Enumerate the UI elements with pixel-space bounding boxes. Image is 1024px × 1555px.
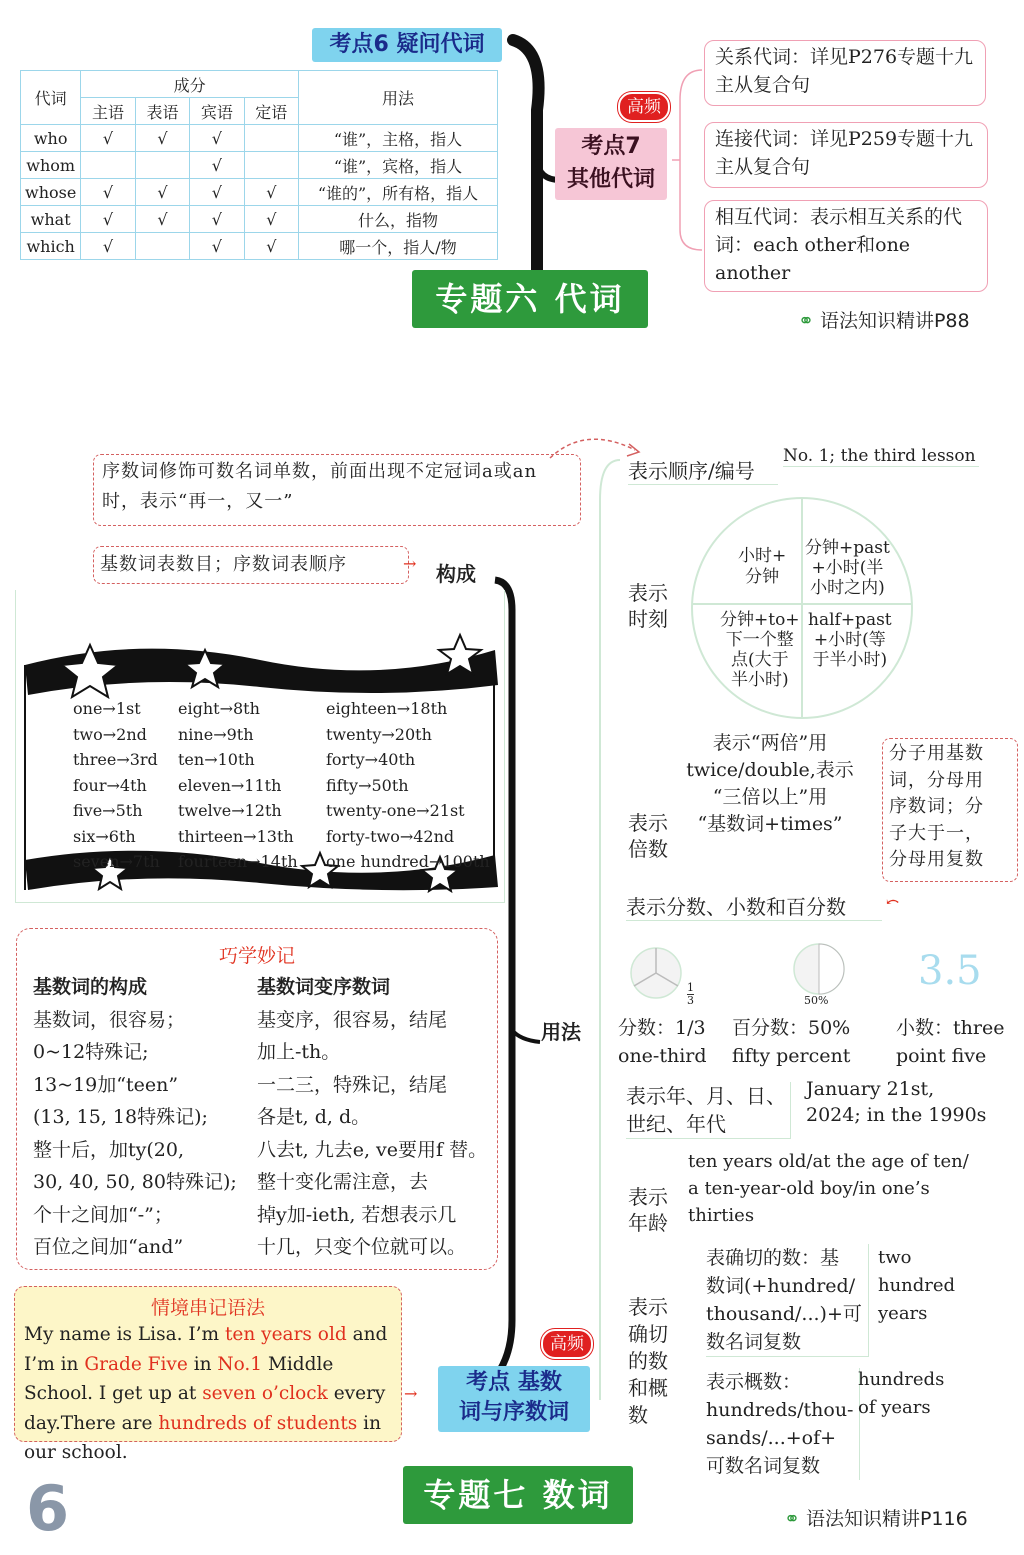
header-usage: 用法	[299, 71, 498, 125]
percent-caption: 50%	[804, 994, 829, 1007]
story-part: Middle School. I get up at	[24, 1353, 334, 1404]
mnemonic-line: 30, 40, 50, 80特殊记);	[33, 1171, 237, 1193]
percent-example	[732, 1014, 850, 1070]
mnemonic-right	[257, 971, 487, 1264]
ordinal-item: twenty-one→21st	[326, 801, 465, 820]
ordinal-item: forty→40th	[326, 750, 416, 769]
exact-label-line: 的数	[628, 1349, 668, 1373]
story-title: 情境串记语法	[150, 1297, 265, 1319]
fraction-note-line: 序数词；分	[889, 796, 984, 817]
story-highlight: No.1	[217, 1353, 263, 1375]
exact-number-label	[628, 1294, 668, 1429]
ordinal-item: fourteen→14th	[178, 852, 298, 871]
fraction-note-line: 分母用复数	[889, 849, 984, 870]
mnemonic-line: (13, 15, 18特殊记);	[33, 1106, 208, 1128]
mnemonic-title: 巧学妙记	[218, 945, 295, 967]
times-text	[686, 730, 854, 838]
cell-check: √	[244, 233, 298, 260]
point6-label: 考点6 疑问代词	[312, 28, 502, 62]
cell-check: √	[190, 206, 244, 233]
time-q1-line: 分钟	[745, 567, 780, 587]
example-line: point five	[896, 1045, 987, 1067]
mnemonic-line: 一二三，特殊记，结尾	[257, 1073, 448, 1096]
ordinal-item: three→3rd	[73, 750, 158, 769]
point-line: 词与序数词	[458, 1400, 569, 1425]
mnemonic-line: 整十后，加ty(20,	[33, 1138, 184, 1161]
point-cardinal-ordinal-label	[438, 1366, 590, 1432]
times-label	[628, 810, 668, 862]
time-q2-line: 小时之内)	[810, 578, 885, 598]
cell-check: √	[244, 206, 298, 233]
exact-number-example	[878, 1244, 955, 1328]
ordinal-item: one hundred→100th	[326, 852, 490, 871]
exact-example-line: two	[878, 1247, 912, 1268]
ordinal-note-text: 序数词修饰可数名词单数，前面出现不定冠词a或an时，表示“再一，又一”	[102, 461, 538, 512]
high-frequency-badge: 高频	[618, 92, 670, 122]
cell-check: √	[190, 179, 244, 206]
time-q3-line: 下一个整	[725, 630, 794, 650]
reference-text: 语法知识精讲P88	[819, 310, 970, 332]
date-label-line: 世纪、年代	[626, 1112, 726, 1136]
story-part: My name is Lisa. I’m	[24, 1324, 225, 1345]
sub-header: 表语	[135, 98, 189, 125]
story-part: and I’m in	[24, 1324, 388, 1375]
cell-word: who	[21, 125, 81, 152]
ordinal-item: eight→8th	[178, 699, 260, 718]
cell-usage: 哪一个，指人/物	[299, 233, 498, 260]
age-label-line: 年龄	[628, 1211, 668, 1235]
mnemonic-right-title: 基数词变序数词	[257, 976, 391, 998]
fraction-symbol	[687, 982, 694, 1007]
mnemonic-line: 八去t, 九去e, ve要用f 替。	[257, 1138, 488, 1161]
time-q3-line: 点(大于	[730, 650, 789, 670]
time-quadrant-hour-minute	[738, 546, 786, 588]
ordinal-item: two→2nd	[73, 724, 147, 744]
cell-check	[135, 233, 189, 260]
story-highlight: hundreds of students	[158, 1412, 358, 1434]
usage-branches	[590, 440, 630, 1440]
time-quadrant-half	[808, 610, 892, 670]
cell-check: √	[81, 233, 135, 260]
fraction-denominator: 3	[687, 994, 694, 1007]
age-example-line: a ten-year-old boy/in one’s	[688, 1178, 930, 1199]
approx-line: hundreds/thou-	[706, 1399, 854, 1421]
approx-example-line: of years	[858, 1397, 931, 1418]
order-example: No. 1; the third lesson	[783, 446, 979, 467]
mnemonic-left-title: 基数词的构成	[33, 976, 148, 998]
mnemonic-line: 整十变化需注意，去	[257, 1171, 429, 1193]
cell-word: what	[21, 206, 81, 233]
cell-usage: “谁的”，所有格，指人	[299, 179, 498, 206]
ordinal-note-box	[93, 454, 581, 526]
cell-check: √	[81, 206, 135, 233]
cell-check	[244, 125, 298, 152]
fraction-example	[618, 1014, 707, 1070]
point7-line: 考点7	[581, 134, 641, 159]
ordinal-item: five→5th	[73, 801, 143, 820]
mnemonic-line: 十几，只变个位就可以。	[257, 1236, 467, 1258]
exact-label-line: 和概	[628, 1376, 668, 1400]
story-part: in	[187, 1353, 218, 1375]
time-q2-line: 分钟+past	[805, 538, 890, 558]
time-quadrant-to	[720, 610, 800, 690]
cell-check: √	[135, 125, 189, 152]
time-q4-line: +小时(等	[813, 630, 886, 650]
ordinal-item: ten→10th	[178, 750, 255, 769]
point7-line: 其他代词	[566, 167, 655, 192]
high-frequency-badge: 高频	[541, 1329, 593, 1359]
link-icon: ⚭	[798, 310, 814, 332]
example-line: fifty percent	[732, 1045, 851, 1067]
ordinal-item: fifty→50th	[326, 775, 409, 795]
point-line: 考点 基数	[466, 1370, 562, 1395]
mnemonic-line: 基数词，很容易；	[33, 1008, 186, 1031]
cell-check: √	[135, 206, 189, 233]
date-example-line: January 21st,	[806, 1078, 935, 1100]
exact-label-line: 表示	[628, 1295, 668, 1319]
story-highlight: Grade Five	[84, 1353, 188, 1375]
cell-check: √	[81, 179, 135, 206]
cell-check	[244, 152, 298, 179]
times-label-line: 倍数	[628, 837, 668, 861]
exact-line: 数词(+hundred/	[706, 1275, 856, 1297]
cell-check: √	[190, 152, 244, 179]
mnemonic-line: 0~12特殊记;	[33, 1041, 149, 1063]
table-row	[21, 206, 498, 233]
curved-arrow-icon: ⤺	[886, 892, 900, 911]
exact-example-line: years	[878, 1303, 928, 1324]
exact-number-text	[706, 1244, 869, 1357]
date-example-line: 2024; in the 1990s	[806, 1104, 987, 1126]
cell-usage: 什么，指物	[299, 206, 498, 233]
table-row	[21, 233, 498, 260]
story-box	[14, 1286, 402, 1463]
story-text	[15, 1320, 401, 1468]
exact-example-line: hundred	[878, 1275, 956, 1296]
ordinal-item: six→6th	[73, 826, 136, 846]
exact-line: 数名词复数	[706, 1331, 802, 1353]
composition-label: 构成	[436, 562, 476, 586]
mnemonic-line: 掉y加-ieth, 若想表示几	[257, 1203, 457, 1226]
time-q3-line: 半小时)	[730, 670, 789, 690]
time-label-line: 表示	[628, 581, 668, 605]
times-label-line: 表示	[628, 811, 668, 835]
approx-line: 表示概数：	[706, 1371, 802, 1393]
times-line: “基数词+times”	[697, 813, 843, 835]
table-row	[21, 125, 498, 152]
cell-check: √	[190, 233, 244, 260]
composition-note-text: 基数词表数目；序数词表顺序	[100, 554, 347, 575]
interrogative-pronoun-table	[20, 70, 498, 260]
arrow-icon: →	[403, 554, 417, 573]
point7-bracket	[672, 60, 707, 260]
decimal-big: 3.5	[918, 948, 982, 994]
mnemonic-line: 基变序，很容易，结尾	[257, 1008, 448, 1031]
ordinal-item: seven→7th	[73, 852, 160, 871]
ordinal-item: eleven→11th	[178, 775, 282, 795]
date-label	[626, 1082, 791, 1139]
link-icon: ⚭	[784, 1508, 800, 1530]
topic6-reference	[798, 306, 970, 333]
mnemonic-line: 各是t, d, d。	[257, 1106, 371, 1128]
time-q4-line: 于半小时)	[812, 650, 888, 670]
ordinal-item: forty-two→42nd	[326, 826, 455, 846]
fraction-label: 表示分数、小数和百分数	[626, 894, 882, 921]
topic7-title: 专题七 数词	[403, 1466, 633, 1524]
date-example	[806, 1076, 986, 1128]
topic7-reference	[784, 1504, 968, 1531]
sub-header: 主语	[81, 98, 135, 125]
exact-line: 表确切的数：基	[706, 1247, 840, 1269]
story-part: in our school.	[24, 1412, 381, 1463]
exact-label-line: 数	[628, 1403, 648, 1427]
date-label-line: 表示年、月、日、	[626, 1084, 786, 1108]
composition-note-box	[93, 546, 409, 584]
age-label	[628, 1184, 668, 1236]
times-line: twice/double,表示	[686, 759, 854, 781]
approx-line: 可数名词复数	[706, 1455, 821, 1477]
fraction-note-line: 分子用基数	[889, 743, 984, 764]
time-quadrant-past	[805, 538, 890, 598]
example-line: 分数：1/3	[618, 1017, 706, 1039]
relative-pronoun-box: 关系代词：详见P276专题十九 主从复合句	[704, 40, 986, 106]
example-line: 小数：three	[896, 1017, 1005, 1039]
cell-usage: “谁”，主格，指人	[299, 125, 498, 152]
reciprocal-pronoun-box: 相互代词：表示相互关系的代词：each other和one another	[704, 200, 988, 292]
age-example	[688, 1148, 969, 1229]
usage-label: 用法	[541, 1020, 581, 1044]
approx-number-example	[858, 1366, 944, 1422]
story-arrow-icon: →	[404, 1384, 418, 1403]
cell-check: √	[190, 125, 244, 152]
time-q1-line: 小时+	[738, 546, 787, 566]
cell-check: √	[244, 179, 298, 206]
times-line: “三倍以上”用	[712, 786, 828, 808]
time-q4-line: half+past	[808, 610, 892, 630]
mnemonic-line: 百位之间加“and”	[33, 1236, 184, 1258]
cell-check	[135, 152, 189, 179]
ordinal-item: twenty→20th	[326, 724, 432, 744]
fraction-note-line: 词，分母用	[889, 769, 984, 791]
order-label: 表示顺序/编号	[628, 458, 778, 485]
time-label	[628, 580, 668, 632]
approx-example-line: hundreds	[858, 1369, 945, 1390]
exact-line: thousand/...)+可	[706, 1303, 862, 1325]
connective-pronoun-box: 连接代词：详见P259专题十九 主从复合句	[704, 122, 988, 188]
topic6-title: 专题六 代词	[412, 270, 648, 328]
time-label-line: 时刻	[628, 607, 668, 631]
reference-text: 语法知识精讲P116	[805, 1508, 968, 1530]
cell-word: which	[21, 233, 81, 260]
ordinal-item: thirteen→13th	[178, 826, 294, 846]
fraction-note-box	[882, 738, 1018, 882]
fraction-numerator: 1	[687, 981, 694, 994]
fraction-note-line: 子大于一，	[889, 822, 984, 844]
story-highlight: seven o’clock	[202, 1383, 328, 1404]
header-pronoun: 代词	[21, 71, 81, 125]
ordinal-item: eighteen→18th	[326, 699, 448, 718]
cell-check	[81, 152, 135, 179]
story-part: every day.There are	[24, 1383, 386, 1434]
cell-word: whom	[21, 152, 81, 179]
table-row	[21, 152, 498, 179]
example-line: 百分数：50%	[732, 1017, 851, 1039]
age-label-line: 表示	[628, 1185, 668, 1209]
point7-label	[555, 128, 667, 200]
approx-line: sands/...+of+	[706, 1427, 837, 1449]
cell-check: √	[81, 125, 135, 152]
ordinal-item: twelve→12th	[178, 801, 282, 820]
ordinal-item: four→4th	[73, 775, 147, 795]
cell-word: whose	[21, 179, 81, 206]
story-highlight: ten years old	[224, 1324, 347, 1345]
approx-number-text	[706, 1368, 860, 1480]
cell-usage: “谁”，宾格，指人	[299, 152, 498, 179]
one-third-pie-icon	[628, 946, 686, 1002]
time-q3-line: 分钟+to+	[720, 610, 800, 630]
table-row	[21, 179, 498, 206]
sub-header: 宾语	[190, 98, 244, 125]
mnemonic-line: 13~19加“teen”	[33, 1073, 179, 1096]
page-number: 6	[26, 1472, 70, 1545]
age-example-line: ten years old/at the age of ten/	[688, 1151, 969, 1172]
sub-header: 定语	[244, 98, 298, 125]
ordinal-column-1	[73, 696, 160, 875]
ordinal-item: nine→9th	[178, 724, 254, 744]
times-line: 表示“两倍”用	[712, 732, 828, 754]
ordinal-column-2	[178, 696, 298, 875]
ordinal-item: one→1st	[73, 699, 141, 718]
mnemonic-line: 加上-th。	[257, 1041, 341, 1063]
example-line: one-third	[618, 1045, 707, 1067]
ordinal-column-3	[326, 696, 490, 875]
header-component: 成分	[81, 71, 299, 98]
half-circle-icon	[792, 942, 848, 998]
cell-check: √	[135, 179, 189, 206]
mnemonic-line: 个十之间加“-”；	[33, 1203, 173, 1226]
exact-label-line: 确切	[628, 1322, 668, 1346]
mnemonic-left	[33, 971, 237, 1264]
age-example-line: thirties	[688, 1205, 755, 1226]
mnemonic-box	[16, 928, 498, 1270]
time-q2-line: +小时(半	[811, 558, 884, 578]
decimal-example	[896, 1014, 1004, 1070]
